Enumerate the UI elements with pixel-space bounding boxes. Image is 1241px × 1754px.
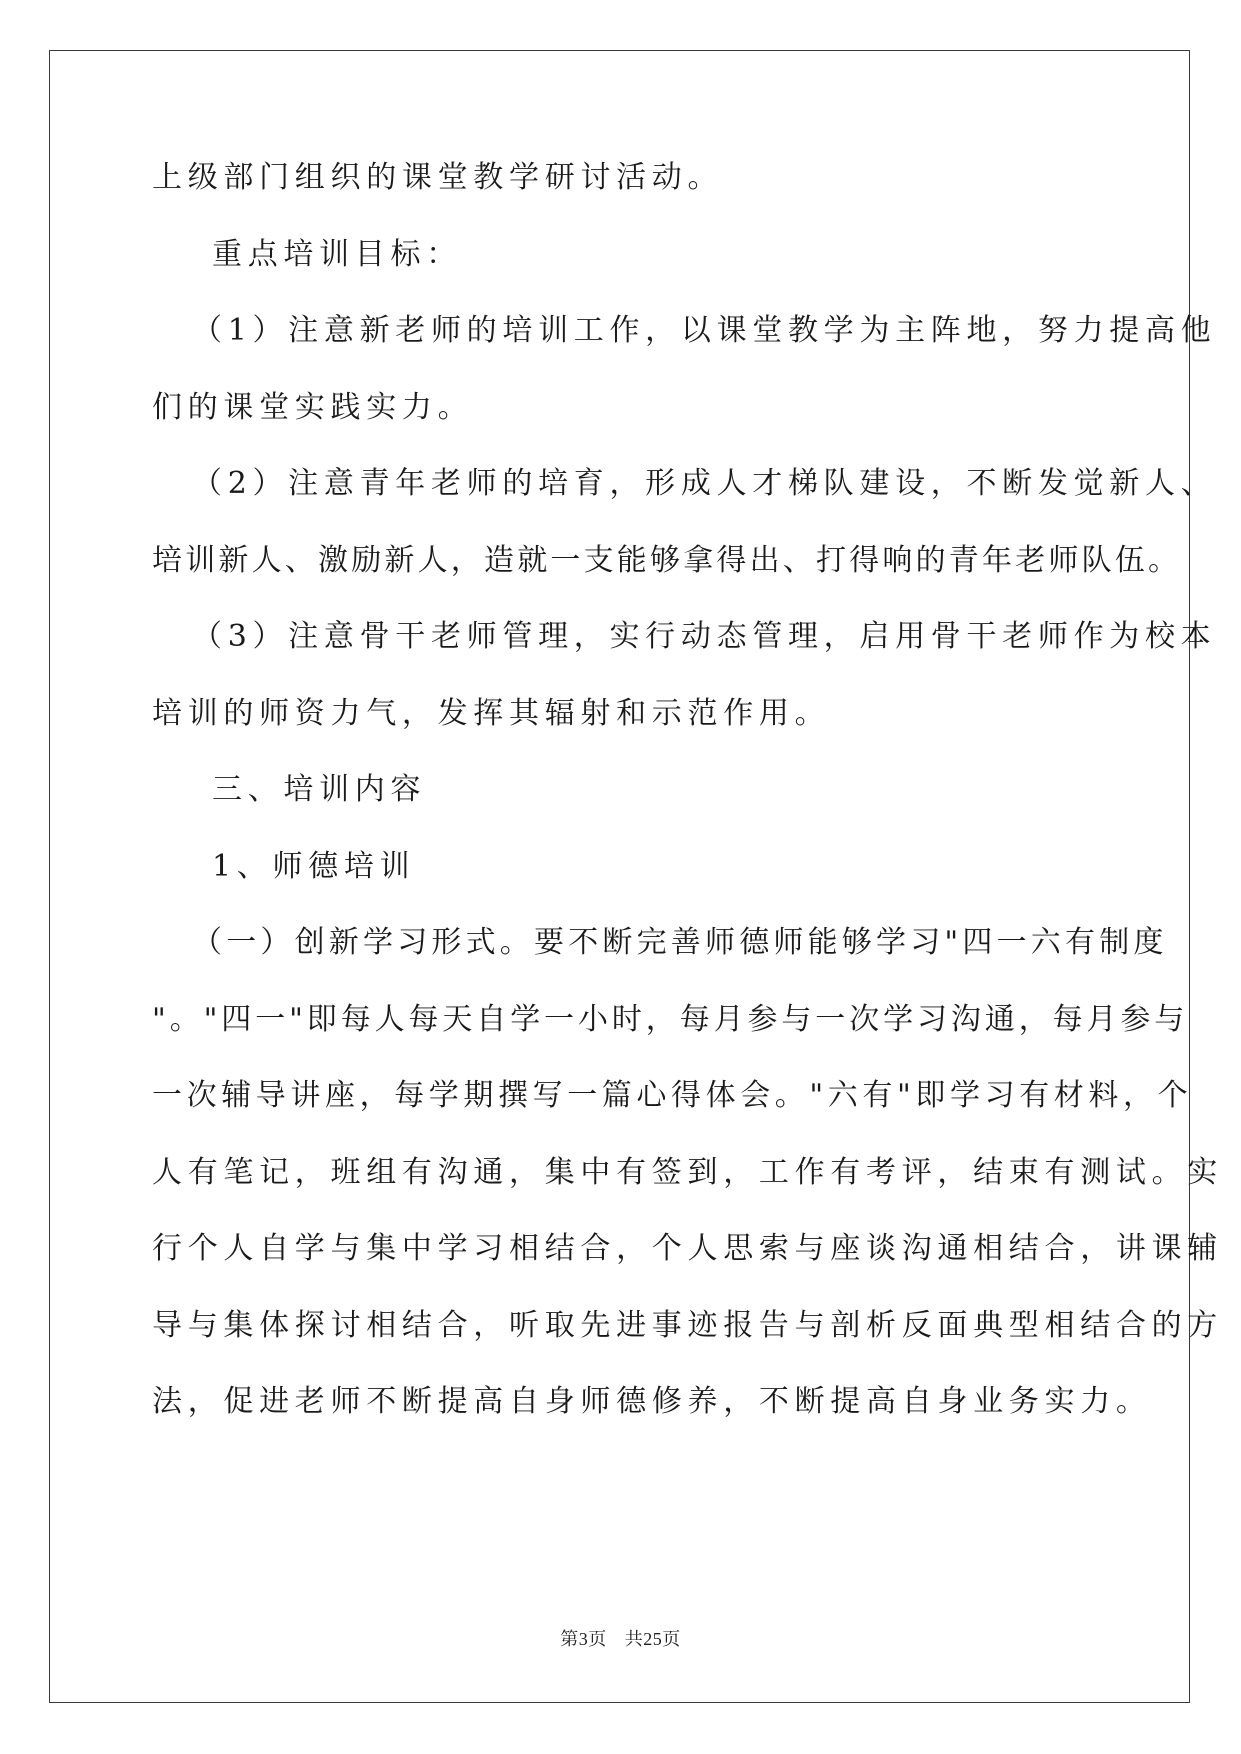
page-number-current: 第3页 xyxy=(560,1629,607,1649)
section-heading: 三、培训内容 xyxy=(212,772,427,807)
body-line: （3）注意骨干老师管理，实行动态管理，启用骨干老师作为校本 xyxy=(192,619,1217,654)
body-line: （一）创新学习形式。要不断完善师德师能够学习"四一六有制度 xyxy=(192,925,1168,960)
body-line: "。"四一"即每人每天自学一小时，每月参与一次学习沟通，每月参与 xyxy=(152,1001,1189,1037)
body-line: 法，促进老师不断提高自身师德修养，不断提高自身业务实力。 xyxy=(152,1384,1152,1419)
body-line: 们的课堂实践实力。 xyxy=(152,389,474,425)
body-line: 导与集体探讨相结合，听取先进事迹报告与剖析反面典型相结合的方 xyxy=(152,1307,1223,1343)
body-line: 人有笔记，班组有沟通，集中有签到，工作有考评，结束有测试。实 xyxy=(152,1154,1223,1190)
body-line: （2）注意青年老师的培育，形成人才梯队建设，不断发觉新人、 xyxy=(192,466,1217,501)
body-line: 行个人自学与集中学习相结合，个人思索与座谈沟通相结合，讲课辅 xyxy=(152,1231,1223,1266)
document-body xyxy=(152,155,1223,1456)
body-line: （1）注意新老师的培训工作，以课堂教学为主阵地，努力提高他 xyxy=(192,313,1217,348)
page-number-total: 共25页 xyxy=(624,1629,681,1649)
body-line: 上级部门组织的课堂教学研讨活动。 xyxy=(152,160,724,195)
body-line: 培训的师资力气，发挥其辐射和示范作用。 xyxy=(152,695,831,731)
page-footer xyxy=(0,1625,1241,1651)
body-line: 培训新人、激励新人，造就一支能够拿得出、打得响的青年老师队伍。 xyxy=(152,542,1182,578)
subsection-heading: 1、师德培训 xyxy=(212,848,416,884)
body-line: 一次辅导讲座，每学期撰写一篇心得体会。"六有"即学习有材料，个 xyxy=(152,1078,1193,1113)
section-heading: 重点培训目标： xyxy=(212,236,462,272)
